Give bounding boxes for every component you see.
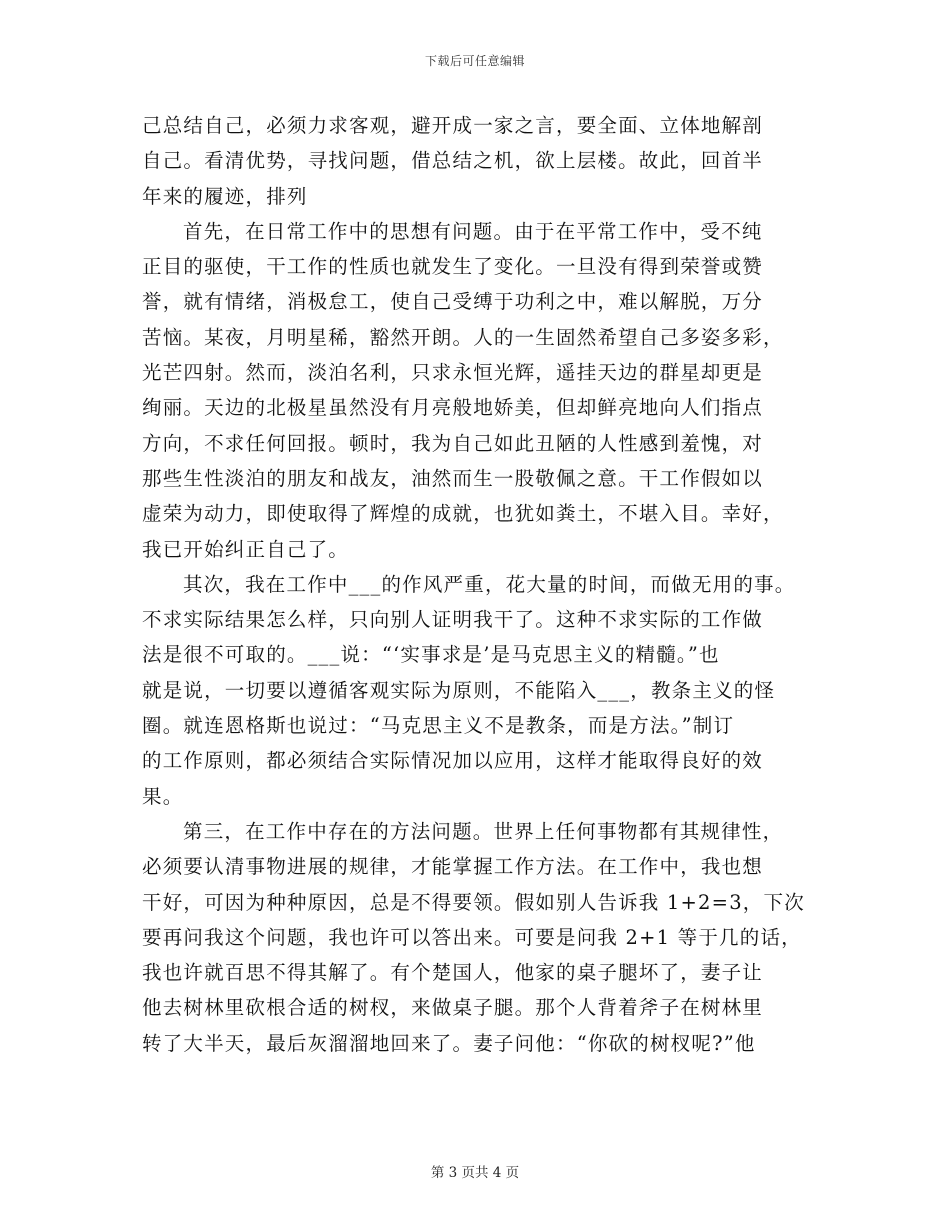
text-line: 那些生性淡泊的朋友和战友，油然而生一股敬佩之意。干工作假如以 (142, 466, 764, 490)
text-line: 方向，不求任何回报。顿时，我为自己如此丑陋的人性感到羞愧，对 (142, 431, 764, 455)
paragraph-first-line: 第三，在工作中存在的方法问题。世界上任何事物都有其规律性， (183, 819, 784, 843)
text-line: 他去树林里砍根合适的树杈，来做桌子腿。那个人背着斧子在树林里 (142, 996, 764, 1020)
text-line: 果。 (142, 784, 184, 808)
text-line: 自己。看清优势，寻找问题，借总结之机，欲上层楼。故此，回首半 (142, 149, 764, 173)
document-body (142, 108, 822, 1061)
text-line: 圈。就连恩格斯也说过：“马克思主义不是教条，而是方法。”制订 (142, 714, 735, 738)
text-line: 法是很不可取的。___说：“‘实事求是’是马克思主义的精髓。”也 (142, 643, 720, 667)
text-line: 光芒四射。然而，淡泊名利，只求永恒光辉，遥挂天边的群星却更是 (142, 361, 764, 385)
text-line: 誉，就有情绪，消极怠工，使自己受缚于功利之中，难以解脱，万分 (142, 290, 764, 314)
text-line: 不求实际结果怎么样，只向别人证明我干了。这种不求实际的工作做 (142, 608, 764, 632)
text-line: 苦恼。某夜，月明星稀，豁然开朗。人的一生固然希望自己多姿多彩， (142, 325, 784, 349)
text-line: 己总结自己，必须力求客观，避开成一家之言，要全面、立体地解剖 (142, 114, 764, 137)
text-line: 就是说，一切要以遵循客观实际为原则，不能陷入___，教条主义的怪 (142, 678, 776, 702)
page-header-note: 下载后可任意编辑 (424, 54, 525, 68)
text-line: 我也许就百思不得其解了。有个楚国人，他家的桌子腿坏了，妻子让 (142, 961, 764, 985)
text-line: 要再问我这个问题，我也许可以答出来。可要是问我 2+1 等于几的话， (142, 925, 802, 949)
page-number-footer: 第 3 页共 4 页 (430, 1165, 520, 1181)
text-line: 绚丽。天边的北极星虽然没有月亮般地娇美，但却鲜亮地向人们指点 (142, 396, 764, 420)
paragraph-first-line: 其次，我在工作中___的作风严重，花大量的时间，而做无用的事。 (183, 572, 796, 596)
text-line: 干好，可因为种种原因，总是不得要领。假如别人告诉我 1+2=3，下次 (142, 890, 805, 914)
text-line: 必须要认清事物进展的规律，才能掌握工作方法。在工作中，我也想 (142, 855, 764, 879)
text-line: 年来的履迹，排列 (142, 184, 308, 208)
text-line: 转了大半天，最后灰溜溜地回来了。妻子问他：“你砍的树杈呢?”他 (142, 1031, 756, 1055)
paragraph-first-line: 首先，在日常工作中的思想有问题。由于在平常工作中，受不纯 (183, 219, 763, 243)
text-line: 的工作原则，都必须结合实际情况加以应用，这样才能取得良好的效 (142, 749, 764, 773)
text-line: 我已开始纠正自己了。 (142, 537, 350, 561)
text-line: 正目的驱使，干工作的性质也就发生了变化。一旦没有得到荣誉或赞 (142, 255, 764, 279)
text-line: 虚荣为动力，即使取得了辉煌的成就，也犹如粪土，不堪入目。幸好， (142, 502, 784, 526)
